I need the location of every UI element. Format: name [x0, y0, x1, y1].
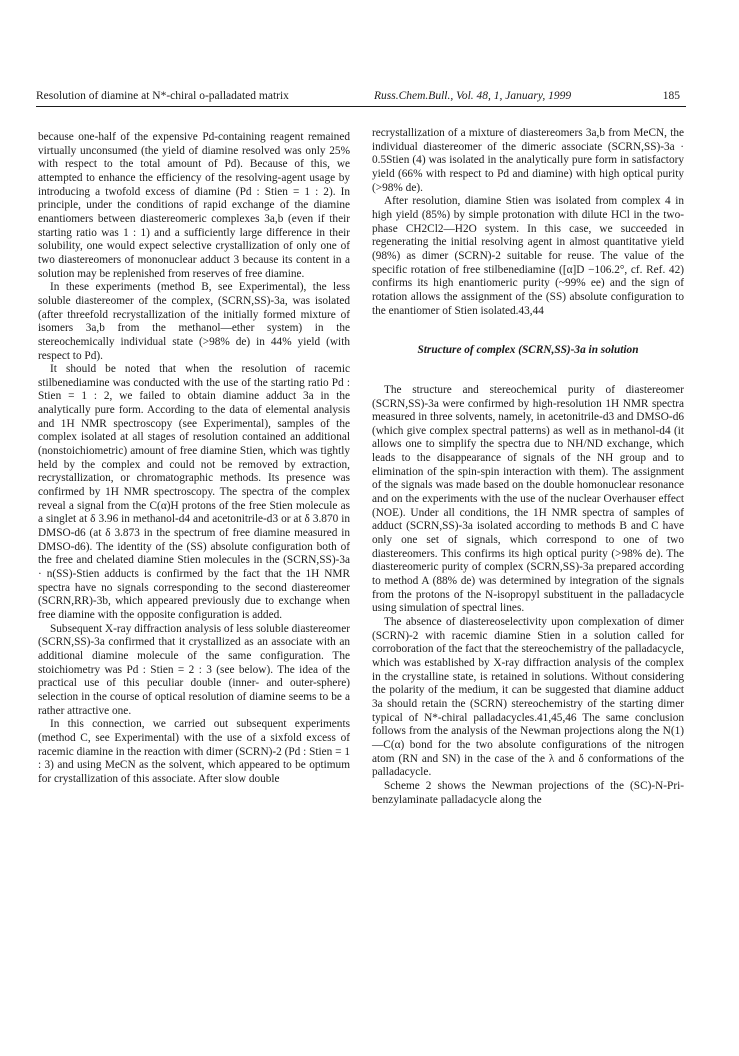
running-header — [36, 88, 684, 106]
header-rule — [36, 106, 686, 107]
paragraph: because one-half of the expensive Pd-containing reagent remained virtually unconsumed (the yield of diamine resolved was only 25% with respect to the total amount of Pd). Because of this, we attempted to enhance the efficiency of the resolving-agent usage by introducing a twofold excess of diamine (Pd : Stien = 1 : 2). In principle, under the conditions of rapid exchange of the diamine enantiomers between diastereomeric complexes 3a,b (even if their starting ratio was 1 : 1) and a sufficiently large difference in their solubility, one would expect selective crystallization of only one of two diastereomers of mononuclear adduct 3 because its content in a solution may be replenished from reserves of free diamine. — [38, 131, 350, 280]
paragraph: In these experiments (method B, see Experimental), the less soluble diastereomer of the complex, (SCRN,SS)-3a, was isolated (after threefold recrystallization of the initially formed mixture of isomers 3a,b from the methanol—ether system) in the stereochemically individual state (>98% de) in 44% yield (with respect to Pd). — [38, 281, 350, 362]
paragraph: The absence of diastereoselectivity upon complexation of dimer (SCRN)-2 with racemic diamine Stien in a solution called for corroboration of the fact that the stereochemistry of the palladacycle, which was established by X-ray diffraction analysis of the complex in the crystalline state, is retained in solutions. Without considering the polarity of the medium, it can be suggested that diamine adduct 3a should retain the (SCRN) stereochemistry of the starting dimer typical of N*-chiral palladacycles.41,45,46 The same conclusion follows from the analysis of the Newman projections along the N(1)—C(α) bond for the two absolute configurations of the nitrogen atom (RN and SN) in the case of the λ and δ conformations of the palladacycle. — [372, 616, 684, 779]
section-heading: Structure of complex (SCRN,SS)-3a in solution — [417, 344, 639, 357]
left-column — [38, 131, 350, 787]
paragraph: The structure and stereochemical purity of diastereomer (SCRN,SS)-3a were confirmed by high-resolution 1H NMR spectra measured in three solvents, namely, in acetonitrile-d3 and DMSO-d6 (which give complex spectral patterns) as well as in methanol-d4 (it allows one to simplify the spectra due to NH/ND exchange, which leads to the disappearance of signals of the NH group and to elimination of the spin-spin interaction with them). The assignment of the signals was made based on the double homonuclear resonance and on the experiments with the use of the nuclear Overhauser effect (NOE). Under all conditions, the 1H NMR spectra of samples of adduct (SCRN,SS)-3a isolated according to methods B and C have only one set of signals, which correspond to one of two diastereomers. This confirms its high optical purity (>98% de). The diastereomeric purity of complex (SCRN,SS)-3a prepared according to method A (88% de) was determined by integration of the signals from the protons of the N-isopropyl substituent in the palladacycle using simulation of spectral lines. — [372, 383, 684, 615]
page-number: 185 — [662, 90, 680, 102]
running-title: Resolution of diamine at N*-chiral o-palladated matrix — [36, 90, 289, 102]
paragraph: recrystallization of a mixture of diastereomers 3a,b from MeCN, the individual diastereomer of the dimeric associate (SCRN,SS)-3a · 0.5Stien (4) was isolated in the analytically pure form in satisfactory yield (66% with respect to Pd and diamine) with high optical purity (>98% de). — [372, 127, 684, 194]
paragraph: After resolution, diamine Stien was isolated from complex 4 in high yield (85%) by simple protonation with dilute HCl in the two-phase CH2Cl2—H2O system. In this case, we succeeded in regenerating the initial resolving agent in almost quantitative yield (98%) as dimer (SCRN)-2 suitable for reuse. The value of the specific rotation of free stilbenediamine ([α]D −106.2°, cf. Ref. 42) confirms its high enantiomeric purity (~99% ee) and the sign of rotation allows the assignment of the (SS) absolute configuration to the enantiomer of Stien isolated.43,44 — [372, 195, 684, 317]
paragraph: Subsequent X-ray diffraction analysis of less soluble diastereomer (SCRN,SS)-3a confirmed that it crystallized as an associate with an additional diamine molecule of the same configuration. The stoichiometry was Pd : Stien = 2 : 3 (see below). The idea of the practical use of this peculiar double (inner- and outer-sphere) selection in the course of optical resolution of diamine seems to be a rather attractive one. — [38, 622, 350, 717]
paragraph: It should be noted that when the resolution of racemic stilbenediamine was conducted with the use of the starting ratio Pd : Stien = 1 : 2, we failed to obtain diamine adduct 3a in the analytically pure form. According to the data of elemental analysis and 1H NMR spectroscopy (see Experimental), samples of the complex isolated at all stages of resolution contained an additional (nonstoichiometric) amount of free diamine Stien, which was tightly held by the complex and could not be removed by extraction, recrystallization, or chromatographic methods. Its presence was confirmed by 1H NMR spectroscopy. The spectra of the complex reveal a signal from the C(α)H protons of the free Stien molecule as a singlet at δ 3.96 in methanol-d4 and acetonitrile-d3 or at δ 3.870 in DMSO-d6 (at δ 3.873 in the spectrum of free diamine measured in DMSO-d6). The identity of the (SS) absolute configuration both of the free and chelated diamine Stien molecules in the (SCRN,SS)-3a · n(SS)-Stien adducts is confirmed by the fact that the 1H NMR spectra have no signals corresponding to the second diastereomer (SCRN,RR)-3b, which appeared previously due to exchange when free diamine with the opposite configuration is added. — [38, 363, 350, 621]
paragraph: In this connection, we carried out subsequent experiments (method C, see Experimental) with the use of a sixfold excess of racemic diamine in the reaction with dimer (SCRN)-2 (Pd : Stien = 1 : 3) and using MeCN as the solvent, which appeared to be optimum for crystallization of this associate. After slow double — [38, 718, 350, 785]
journal-citation: Russ.Chem.Bull., Vol. 48, 1, January, 1999 — [374, 90, 572, 102]
paragraph: Scheme 2 shows the Newman projections of the (SC)-N-Pri-benzylaminate palladacycle along the — [372, 779, 684, 806]
right-column — [372, 127, 684, 807]
